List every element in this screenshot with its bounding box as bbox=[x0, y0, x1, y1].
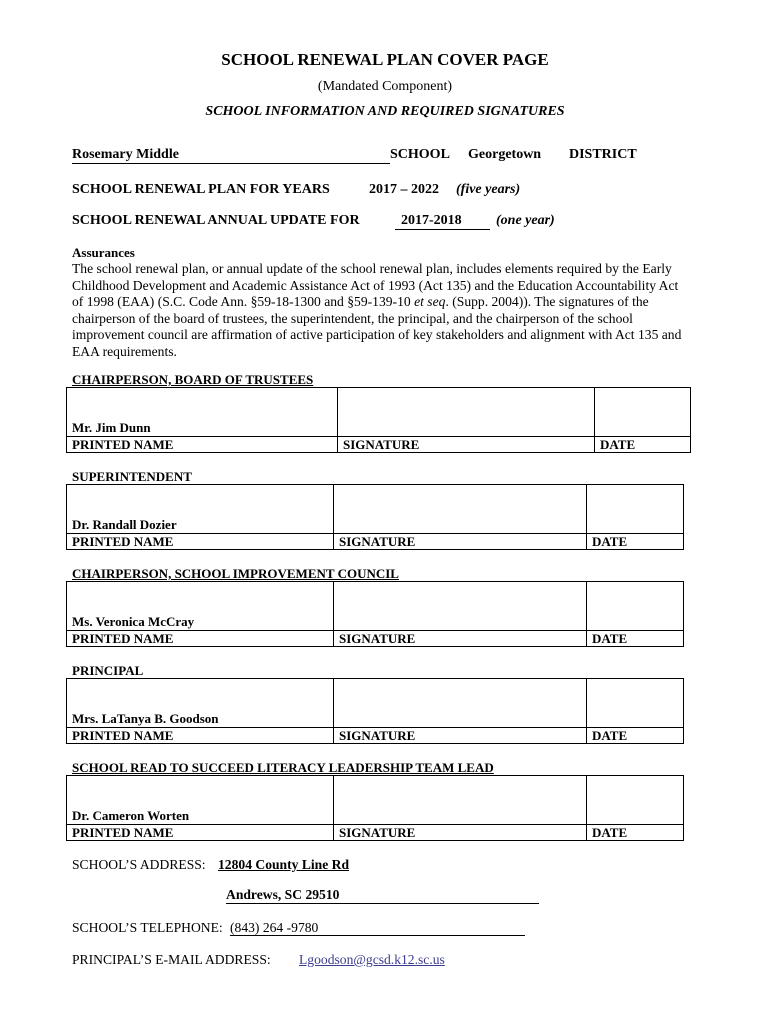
address-label: SCHOOL’S ADDRESS: bbox=[72, 857, 206, 872]
plan-years-value: 2017 – 2022 bbox=[369, 182, 439, 197]
annual-update-underline bbox=[395, 229, 490, 230]
printed-name-cell: Ms. Veronica McCray bbox=[67, 582, 334, 631]
school-label: SCHOOL bbox=[390, 147, 450, 162]
printed-name-cell: Dr. Randall Dozier bbox=[67, 485, 334, 534]
signature-label: SIGNATURE bbox=[334, 728, 587, 744]
address-line-1: 12804 County Line Rd bbox=[218, 857, 350, 872]
printed-name-label: PRINTED NAME bbox=[67, 825, 334, 841]
telephone-underline bbox=[230, 935, 525, 936]
signature-label: SIGNATURE bbox=[334, 631, 587, 647]
plan-years-label: SCHOOL RENEWAL PLAN FOR YEARS bbox=[72, 182, 330, 197]
printed-name-label: PRINTED NAME bbox=[67, 534, 334, 550]
printed-name-cell: Mr. Jim Dunn bbox=[67, 388, 338, 437]
district-label: DISTRICT bbox=[569, 147, 637, 162]
date-field[interactable] bbox=[587, 582, 684, 631]
telephone-value: (843) 264 -9780 bbox=[230, 920, 319, 935]
assurances-line-4: chairperson of the board of trustees, the superintendent, the principal, and the chairperson of the school bbox=[72, 310, 633, 326]
signature-field[interactable] bbox=[338, 388, 595, 437]
date-field[interactable] bbox=[587, 485, 684, 534]
date-label: DATE bbox=[587, 534, 684, 550]
signature-label: SIGNATURE bbox=[338, 437, 595, 453]
address-line-2-underline bbox=[226, 903, 539, 904]
signature-table-superintendent bbox=[66, 484, 684, 550]
printed-name-cell: Dr. Cameron Worten bbox=[67, 776, 334, 825]
section-principal: PRINCIPAL bbox=[72, 663, 144, 678]
district-name: Georgetown bbox=[468, 147, 542, 162]
page-subtitle: (Mandated Component) bbox=[317, 79, 453, 94]
date-label: DATE bbox=[587, 825, 684, 841]
school-name: Rosemary Middle bbox=[72, 147, 179, 162]
assurances-line-5: improvement council are affirmation of active participation of key stakeholders and alignment with Act 135 and bbox=[72, 327, 682, 342]
signature-field[interactable] bbox=[334, 776, 587, 825]
assurances-paragraph bbox=[72, 261, 702, 360]
assurances-line-6: EAA requirements. bbox=[72, 343, 177, 359]
signature-table-literacy-lead bbox=[66, 775, 684, 841]
signature-field[interactable] bbox=[334, 485, 587, 534]
printed-name-cell: Mrs. LaTanya B. Goodson bbox=[67, 679, 334, 728]
section-literacy-team-lead: SCHOOL READ TO SUCCEED LITERACY LEADERSHIP TEAM LEAD bbox=[72, 760, 494, 775]
date-field[interactable] bbox=[587, 776, 684, 825]
assurances-line-1: The school renewal plan, or annual update of the school renewal plan, includes elements required by the Early bbox=[72, 261, 672, 276]
annual-update-label: SCHOOL RENEWAL ANNUAL UPDATE FOR bbox=[72, 213, 360, 228]
signature-field[interactable] bbox=[334, 582, 587, 631]
date-field[interactable] bbox=[595, 388, 691, 437]
date-field[interactable] bbox=[587, 679, 684, 728]
section-subheading: SCHOOL INFORMATION AND REQUIRED SIGNATURES bbox=[205, 104, 565, 119]
date-label: DATE bbox=[587, 631, 684, 647]
telephone-label: SCHOOL’S TELEPHONE: bbox=[72, 920, 223, 935]
section-superintendent: SUPERINTENDENT bbox=[72, 469, 192, 484]
email-link[interactable]: Lgoodson@gcsd.k12.sc.us bbox=[299, 952, 445, 967]
assurances-line-2: Childhood Development and Academic Assistance Act of 1993 (Act 135) and the Education Accountability Act bbox=[72, 277, 679, 293]
signature-table-principal bbox=[66, 678, 684, 744]
signature-field[interactable] bbox=[334, 679, 587, 728]
signature-label: SIGNATURE bbox=[334, 825, 587, 841]
annual-update-year: 2017-2018 bbox=[401, 213, 462, 228]
printed-name-label: PRINTED NAME bbox=[67, 631, 334, 647]
date-label: DATE bbox=[595, 437, 691, 453]
signature-label: SIGNATURE bbox=[334, 534, 587, 550]
plan-years-note: (five years) bbox=[456, 182, 521, 197]
printed-name-label: PRINTED NAME bbox=[67, 437, 338, 453]
page-title: SCHOOL RENEWAL PLAN COVER PAGE bbox=[221, 50, 549, 69]
section-improvement-council-chair: CHAIRPERSON, SCHOOL IMPROVEMENT COUNCIL bbox=[72, 566, 399, 581]
school-name-underline bbox=[72, 163, 390, 164]
email-label: PRINCIPAL’S E-MAIL ADDRESS: bbox=[72, 952, 271, 967]
signature-table-improvement-council bbox=[66, 581, 684, 647]
signature-table-board-chair bbox=[66, 387, 691, 453]
address-line-2: Andrews, SC 29510 bbox=[226, 887, 340, 902]
printed-name-label: PRINTED NAME bbox=[67, 728, 334, 744]
assurances-line-3: of 1998 (EAA) (S.C. Code Ann. §59-18-1300 and §59-139-10 et seq. (Supp. 2004)). The signatures of the bbox=[72, 294, 649, 309]
assurances-heading: Assurances bbox=[72, 245, 135, 260]
date-label: DATE bbox=[587, 728, 684, 744]
annual-update-note: (one year) bbox=[496, 213, 555, 228]
section-board-chair: CHAIRPERSON, BOARD OF TRUSTEES bbox=[72, 372, 314, 387]
